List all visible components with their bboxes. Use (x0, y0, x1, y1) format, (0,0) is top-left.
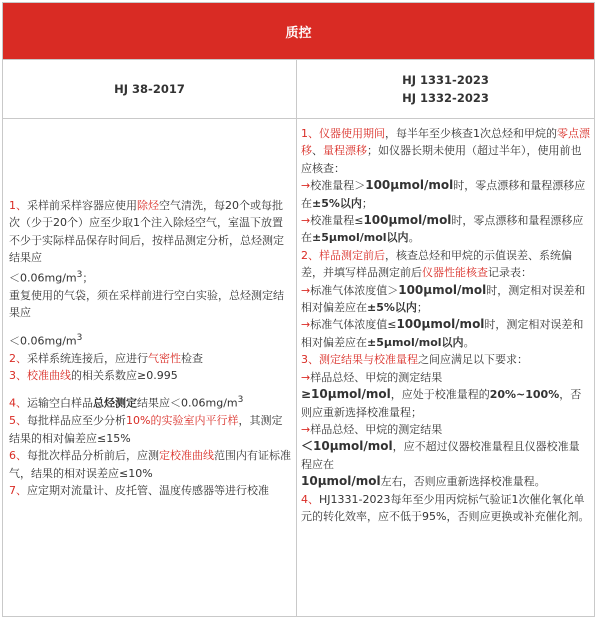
standard-right-cell (297, 60, 594, 118)
left-item-2: 2、采样系统连接后，应进行气密性检查 (9, 351, 203, 365)
left-item-3: 3、校准曲线的相关系数应≥0.995 (9, 368, 178, 382)
standard-left-cell (3, 60, 297, 118)
quality-control-table (2, 2, 595, 617)
standards-row (3, 60, 594, 119)
left-item-4: 4、运输空白样品总烃测定结果应$<0.06mg/m^3$ (9, 395, 244, 411)
standard-right-2: HJ 1332-2023 (402, 91, 489, 105)
standard-left: HJ 38-2017 (114, 82, 185, 96)
right-item-2: 2、样品测定前后，核查总烃和甲烷的示值误差、系统偏差，并填写样品测定前后仪器性能核查记录表： (301, 248, 572, 280)
left-item-6: 6、每批次样品分析前后，应测定校准曲线范围内有证标准气，结果的相对误差应≤10% (9, 449, 291, 480)
right-content: 1、仪器使用期间，每半年至少核查1次总烃和甲烷的零点漂移、量程漂移；如仪器长期未使用（超过半年），使用前也应核查： →校准量程＞100μmol/mol时，零点漂移和量程漂移应在±5%以内； →校准量程≤100μmol/mol时，零点漂移和量程漂移应在±5μmol/mol以内。 2、样品测定前后，核查总烃和甲烷的示值误差、系统偏差，并填写样品测定前后仪器性能核查记录表： →标准气体浓度值＞100μmol/mol时，测定相对误差和相对偏差应在±5%以内； →标准气体浓度值≤100μmol/mol时，测定相对误差和相对偏差应在±5μmol/mol以内。 3、测定结果与校准量程之间应满足以下要求： →样品总烃、甲烷的测定结果 ≥10μmol/mol，应处于校准量程的20%~100%，否则应重新选择校准量程； →样品总烃、甲烷的测定结果 ＜10μmol/mol，应不超过仪器校准量程且仪器校准量程应在 10μmol/mol左右，否则应重新选择校准量程。 4、HJ1331-2023每年至少用丙烷标气验证1次催化氧化单元的转化效率，应不低于95%，否则应更换或补充催化剂。 (297, 119, 594, 616)
left-item-5: 5、每批样品应至少分析10%的实验室内平行样，其测定结果的相对偏差应≤15% (9, 414, 283, 445)
left-item-7: 7、应定期对流量计、皮托管、温度传感器等进行校准 (9, 484, 269, 498)
content-row (3, 119, 594, 616)
left-item-1: 1、采样前采样容器应使用除烃空气清洗，每20个或每批次（少于20个）应至少取1个注入除烃空气，室温下放置不少于实际样品保存时间后，按样品测定分析，总烃测定结果应 (9, 199, 284, 265)
table-header (3, 3, 594, 60)
standard-right-1: HJ 1331-2023 (402, 73, 489, 87)
right-item-1: 1、仪器使用期间，每半年至少核查1次总烃和甲烷的零点漂移、量程漂移；如仪器长期未使用（超过半年），使用前也应核查： (301, 127, 590, 175)
right-item-3: 3、测定结果与校准量程之间应满足以下要求： (301, 353, 528, 367)
right-item-4: 4、HJ1331-2023每年至少用丙烷标气验证1次催化氧化单元的转化效率，应不低于95%，否则应更换或补充催化剂。 (301, 492, 590, 523)
header-title: 质控 (285, 25, 312, 41)
left-content: 1、采样前采样容器应使用除烃空气清洗，每20个或每批次（少于20个）应至少取1个注入除烃空气，室温下放置不少于实际样品保存时间后，按样品测定分析，总烃测定结果应 $<0.06mg/m^3$； 重复使用的气袋，须在采样前进行空白实验，总烃测定结果应 $<0.06mg/m^3$ 2、采样系统连接后，应进行气密性检查 3、校准曲线的相关系数应≥0.995 4、运输空白样品总烃测定结果应$<0.06mg/m^3$ 5、每批样品应至少分析10%的实验室内平行样，其测定结果的相对偏差应≤15% 6、每批次样品分析前后，应测定校准曲线范围内有证标准气，结果的相对误差应≤10% 7、应定期对流量计、皮托管、温度传感器等进行校准 (3, 119, 297, 616)
left-item-1-sub: 重复使用的气袋，须在采样前进行空白实验，总烃测定结果应 (9, 288, 284, 320)
